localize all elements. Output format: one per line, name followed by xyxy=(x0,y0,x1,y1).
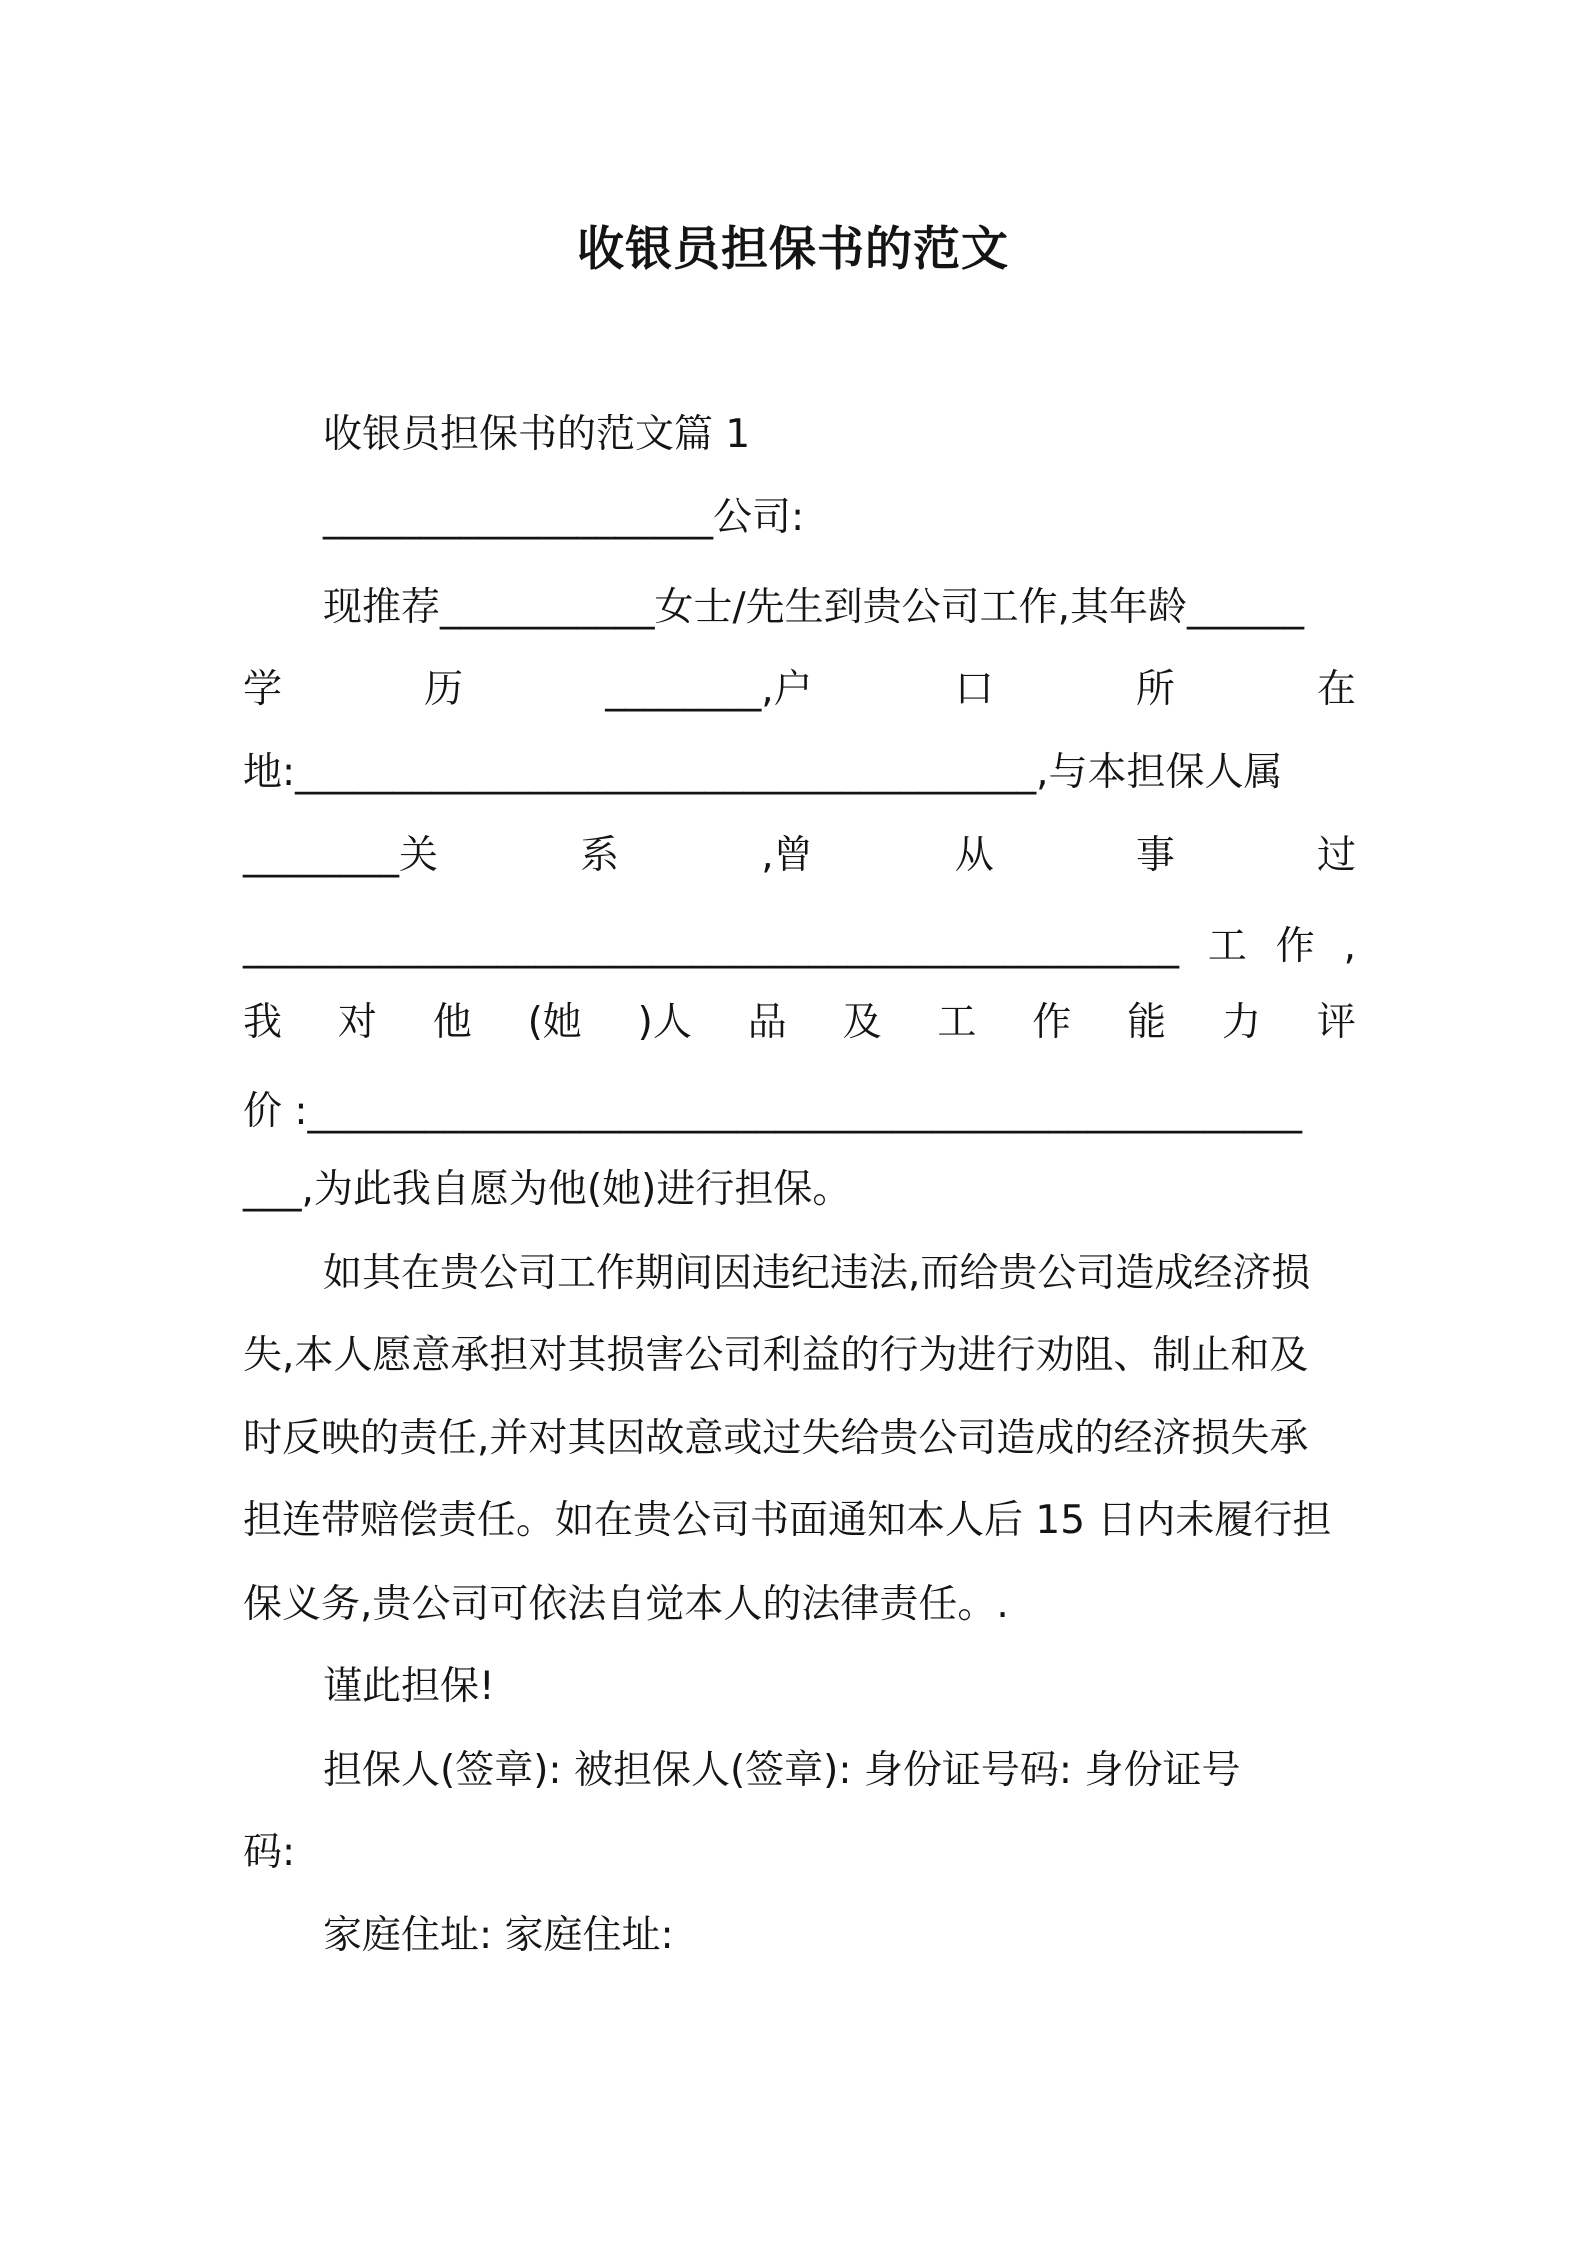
closing-line: 谨此担保! xyxy=(323,1664,495,1709)
address-line: 地:______________________________________,与本担保人属 xyxy=(243,750,1283,795)
signature-wrap-line: 码: xyxy=(243,1830,296,1875)
guarantee-line: ___,为此我自愿为他(她)进行担保。 xyxy=(243,1167,852,1212)
section-heading: 收银员担保书的范文篇 1 xyxy=(323,412,751,457)
paragraph-line: 保义务,贵公司可依法自觉本人的法律责任。. xyxy=(243,1582,1009,1627)
education-line xyxy=(243,665,1356,715)
text-token: 能 xyxy=(1127,1000,1167,1045)
paragraph-line: 失,本人愿意承担对其损害公司利益的行为进行劝阻、制止和及 xyxy=(243,1333,1309,1378)
paragraph-line: 时反映的责任,并对其因故意或过失给贵公司造成的经济损失承 xyxy=(243,1416,1309,1461)
text-token: 对 xyxy=(337,1000,377,1045)
text-token: 从 xyxy=(954,833,994,878)
address-footer-line: 家庭住址: 家庭住址: xyxy=(323,1913,674,1958)
text-token: 他 xyxy=(432,1000,472,1045)
text-token: ________,户 xyxy=(605,667,813,712)
document-title: 收银员担保书的范文 xyxy=(577,222,1009,277)
text-token: 口 xyxy=(954,667,994,712)
blank-underline: ________________________________________________ xyxy=(243,924,1179,969)
text-token: 工 xyxy=(1207,924,1247,969)
text-token: )人 xyxy=(637,1000,692,1045)
evaluation-line xyxy=(243,998,1356,1048)
text-token: 作 xyxy=(1275,924,1315,969)
paragraph-line: 担连带赔偿责任。如在贵公司书面通知本人后 15 日内未履行担 xyxy=(243,1498,1332,1543)
text-token: 系 xyxy=(580,833,620,878)
text-token: 我 xyxy=(243,1000,283,1045)
text-token: 工 xyxy=(937,1000,977,1045)
recommend-text: 现推荐___________女士/先生到贵公司工作,其年龄______ xyxy=(323,585,1305,630)
text-token: 学 xyxy=(243,667,283,712)
evaluation-blank-line: 价 :___________________________________________________ xyxy=(243,1089,1303,1134)
paragraph-line: 如其在贵公司工作期间因违纪违法,而给贵公司造成经济损 xyxy=(323,1251,1311,1296)
work-line xyxy=(243,922,1356,972)
text-token: 历 xyxy=(424,667,464,712)
text-token: ________关 xyxy=(243,833,439,878)
text-token: ,曾 xyxy=(761,833,813,878)
recommend-line xyxy=(323,583,1356,633)
text-token: 事 xyxy=(1135,833,1175,878)
text-token: , xyxy=(1343,924,1356,969)
text-token: 及 xyxy=(842,1000,882,1045)
text-token: 评 xyxy=(1316,1000,1356,1045)
text-token: 力 xyxy=(1222,1000,1262,1045)
relation-line xyxy=(243,831,1356,881)
text-token: (她 xyxy=(527,1000,582,1045)
text-token: 品 xyxy=(747,1000,787,1045)
signature-line: 担保人(签章): 被担保人(签章): 身份证号码: 身份证号 xyxy=(323,1748,1241,1793)
salutation-line: ____________________公司: xyxy=(323,495,805,540)
text-token: 所 xyxy=(1135,667,1175,712)
text-token: 作 xyxy=(1032,1000,1072,1045)
text-token: 在 xyxy=(1316,667,1356,712)
text-token: 过 xyxy=(1316,833,1356,878)
